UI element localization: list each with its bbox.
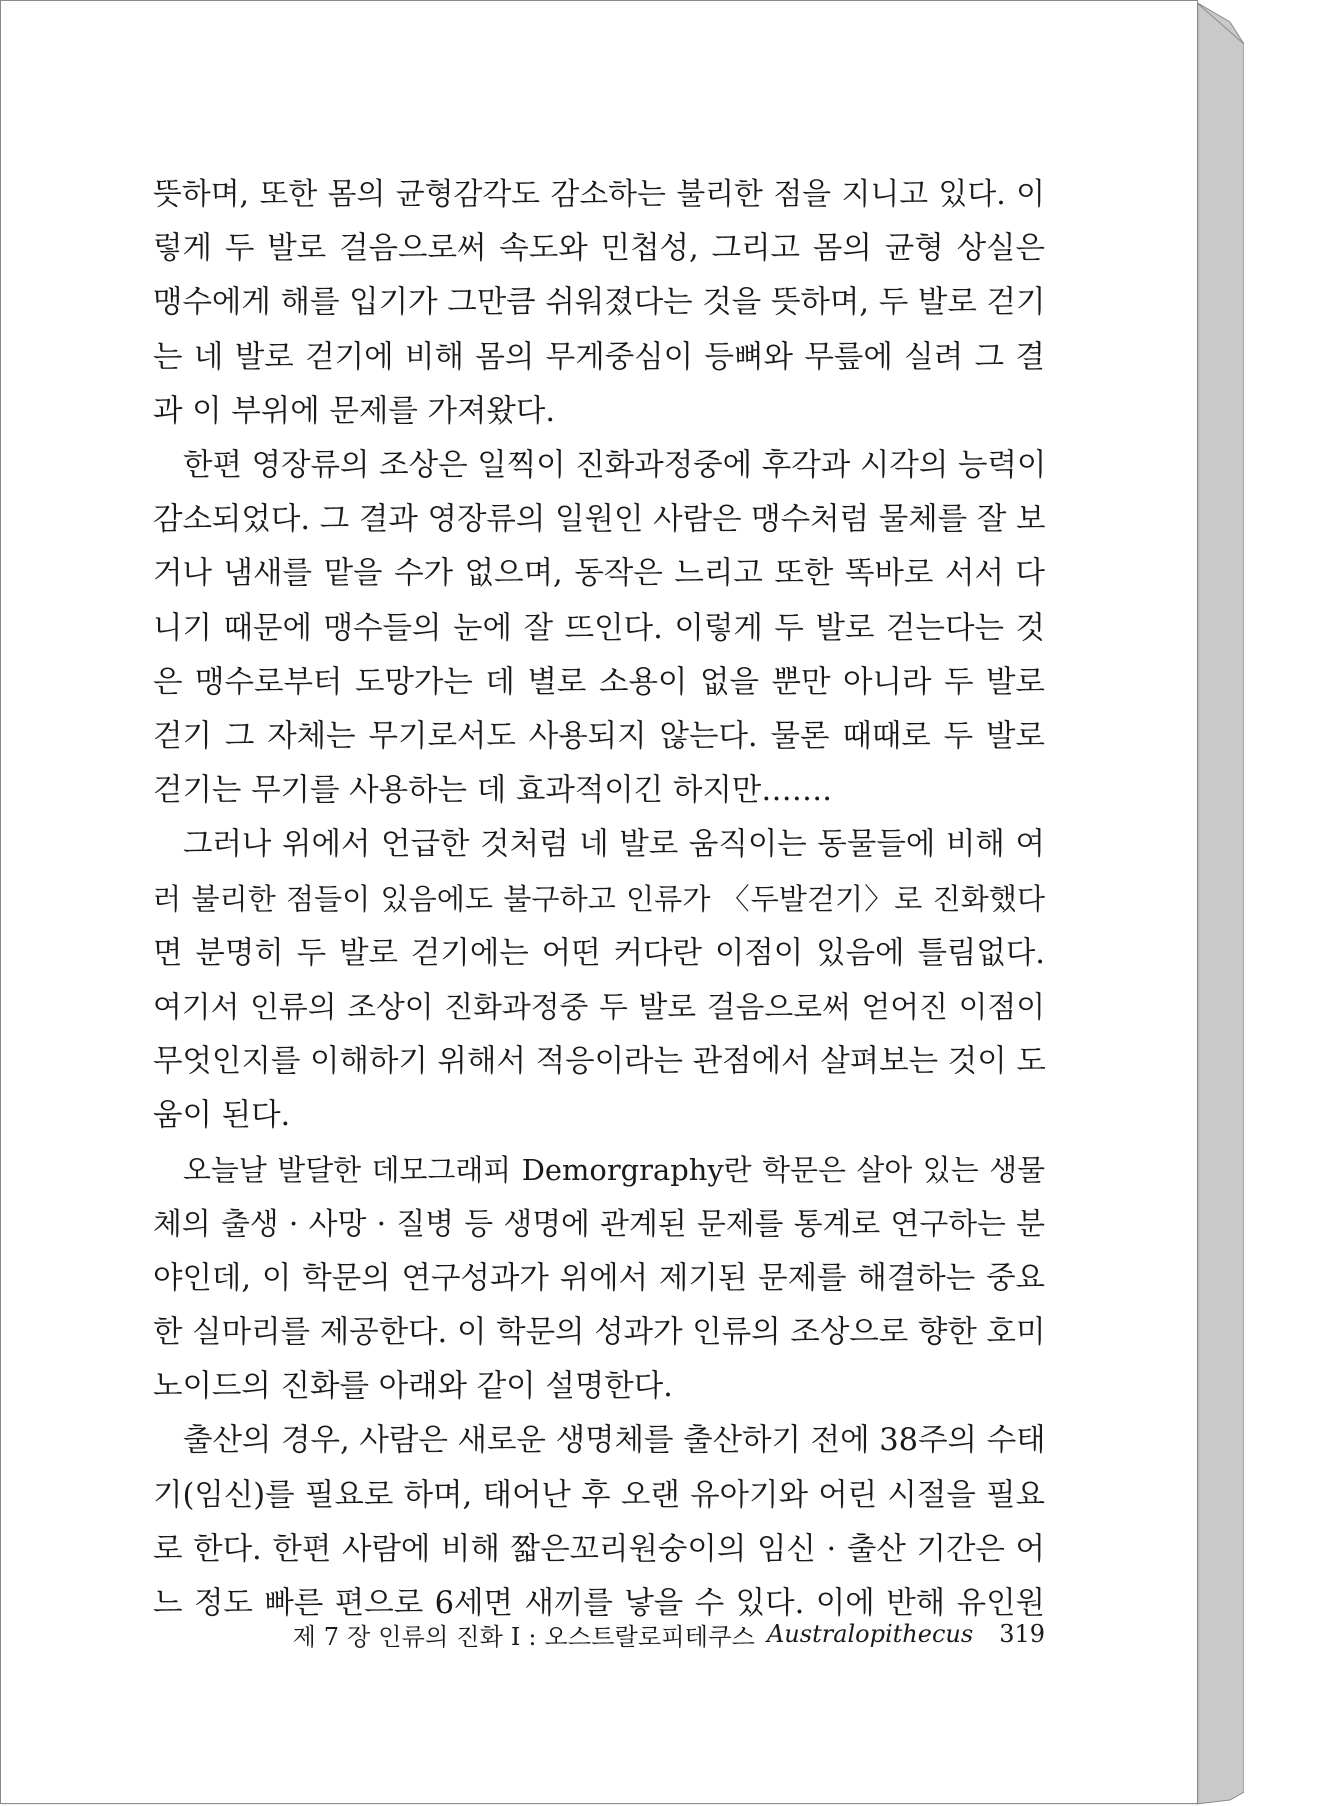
body-text xyxy=(153,168,1045,1631)
text-line: 은 맹수로부터 도망가는 데 별로 소용이 없을 뿐만 아니라 두 발로 xyxy=(153,664,1045,700)
page-edge-graphic xyxy=(1196,0,1244,1806)
text-line: 노이드의 진화를 아래와 같이 설명한다. xyxy=(153,1369,673,1405)
paragraph-1 xyxy=(153,168,1045,439)
text-line: 감소되었다. 그 결과 영장류의 일원인 사람은 맹수처럼 물체를 잘 보 xyxy=(153,502,1046,538)
text-line: 출산의 경우, 사람은 새로운 생명체를 출산하기 전에 38주의 수태 xyxy=(183,1423,1046,1459)
page-number: 319 xyxy=(999,1620,1045,1648)
text-line: 느 정도 빠른 편으로 6세면 새끼를 낳을 수 있다. 이에 반해 유인원 xyxy=(153,1585,1045,1621)
paragraph-2 xyxy=(153,439,1045,818)
text-line: 한 실마리를 제공한다. 이 학문의 성과가 인류의 조상으로 향한 호미 xyxy=(153,1314,1046,1350)
text-line: 는 네 발로 걷기에 비해 몸의 무게중심이 등뼈와 무릎에 실려 그 결 xyxy=(153,339,1045,375)
text-line: 기(임신)를 필요로 하며, 태어난 후 오랜 유아기와 어린 시절을 필요 xyxy=(153,1477,1045,1513)
text-line: 체의 출생 · 사망 · 질병 등 생명에 관계된 문제를 통계로 연구하는 분 xyxy=(153,1206,1045,1242)
running-head: 제 7 장 인류의 진화 Ⅰ : 오스트랄로피테쿠스 xyxy=(292,1622,755,1651)
text-line: 여기서 인류의 조상이 진화과정중 두 발로 걸음으로써 얻어진 이점이 xyxy=(153,989,1045,1025)
text-line: 걷기 그 자체는 무기로서도 사용되지 않는다. 물론 때때로 두 발로 xyxy=(153,718,1045,754)
text-line: 걷기는 무기를 사용하는 데 효과적이긴 하지만……. xyxy=(153,773,832,809)
text-line: 면 분명히 두 발로 걷기에는 어떤 커다란 이점이 있음에 틀림없다. xyxy=(153,935,1045,971)
text-line: 오늘날 발달한 데모그래피 Demorgraphy란 학문은 살아 있는 생물 xyxy=(183,1153,1045,1188)
paragraph-3 xyxy=(153,818,1045,1143)
text-line: 로 한다. 한편 사람에 비해 짧은꼬리원숭이의 임신 · 출산 기간은 어 xyxy=(153,1531,1045,1567)
page-thickness-edge xyxy=(1196,0,1244,1806)
text-line: 거나 냄새를 맡을 수가 없으며, 동작은 느리고 또한 똑바로 서서 다 xyxy=(153,556,1045,592)
text-line: 렇게 두 발로 걸음으로써 속도와 민첩성, 그리고 몸의 균형 상실은 xyxy=(153,231,1045,267)
text-line: 그러나 위에서 언급한 것처럼 네 발로 움직이는 동물들에 비해 여 xyxy=(183,827,1045,863)
text-line: 야인데, 이 학문의 연구성과가 위에서 제기된 문제를 해결하는 중요 xyxy=(153,1260,1045,1296)
paragraph-4 xyxy=(153,1143,1045,1414)
text-line: 움이 된다. xyxy=(153,1098,291,1134)
running-head-latin: Australopithecus xyxy=(766,1620,974,1648)
page-footer xyxy=(290,1614,1045,1654)
text-line: 니기 때문에 맹수들의 눈에 잘 뜨인다. 이렇게 두 발로 걷는다는 것 xyxy=(153,610,1045,646)
paragraph-5 xyxy=(153,1414,1045,1631)
text-line: 맹수에게 해를 입기가 그만큼 쉬워졌다는 것을 뜻하며, 두 발로 걷기 xyxy=(153,285,1046,321)
text-line: 한편 영장류의 조상은 일찍이 진화과정중에 후각과 시각의 능력이 xyxy=(183,447,1047,483)
text-line: 무엇인지를 이해하기 위해서 적응이라는 관점에서 살펴보는 것이 도 xyxy=(153,1044,1046,1079)
text-line: 뜻하며, 또한 몸의 균형감각도 감소하는 불리한 점을 지니고 있다. 이 xyxy=(153,177,1045,212)
text-line: 러 불리한 점들이 있음에도 불구하고 인류가 〈두발걷기〉로 진화했다 xyxy=(153,882,1045,917)
text-line: 과 이 부위에 문제를 가져왔다. xyxy=(153,393,556,429)
